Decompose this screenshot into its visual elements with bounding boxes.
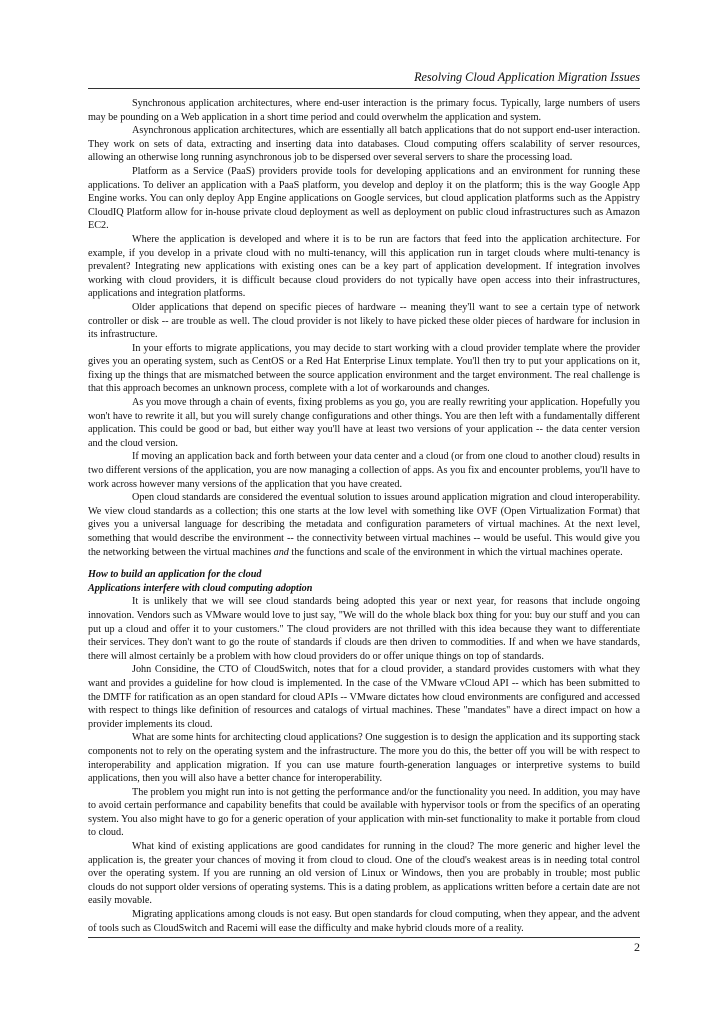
section-subheading: Applications interfere with cloud computing adoption	[88, 582, 313, 594]
paragraph: Migrating applications among clouds is not easy. But open standards for cloud computing, when they appear, and the advent of tools such as CloudSwitch and Racemi will ease the difficulty and make hybrid clouds more of a reality.	[88, 909, 640, 934]
page-number: 2	[634, 940, 640, 954]
running-header	[88, 70, 640, 89]
paragraph-text: Open cloud standards are considered the eventual solution to issues around application migration and cloud interoperability. We view cloud standards as a collection; this one starts at the low level with something like OVF (Open Virtualization Format) that gives you a universal language for describing the metadata and configuration parameters of virtual machines. At the next level, something that would describe the environment -- the connectivity between virtual machines -- would be useful. This would give you the networking between the virtual machines	[88, 492, 640, 558]
emphasized-word: and	[273, 546, 289, 558]
section-gap	[88, 559, 640, 568]
paragraph-open-standards	[88, 491, 640, 559]
paragraph: Where the application is developed and where it is to be run are factors that feed into the application architecture. For example, if you develop in a private cloud with no multi-tenancy, will this application run in target clouds where multi-tenancy is prevalent? Integrating new applications with existing ones can be a key part of application development. If integration involves working with cloud providers, it is difficult because cloud providers do not typically have open access into their infrastructures, applications and integration platforms.	[88, 233, 640, 300]
paragraph: If moving an application back and forth between your data center and a cloud (or from one cloud to another cloud) results in two different versions of the application, you are now managing a collection of apps. As you fix and encounter problems, you'll have to work across however many versions of the application that you have created.	[88, 451, 640, 490]
paragraph-text: the functions and scale of the environment in which the virtual machines operate.	[288, 546, 623, 558]
running-header-title: Resolving Cloud Application Migration Issues	[414, 70, 640, 84]
paragraph: Synchronous application architectures, where end-user interaction is the primary focus. Typically, large numbers of users may be pounding on a Web application in a short time period and could overwhelm the application and system.	[88, 98, 640, 123]
paragraph: As you move through a chain of events, fixing problems as you go, you are really rewriting your application. Hopefully you won't have to rewrite it all, but you will surely change configurations and other things. You are then left with a fundamentally different application. This could be good or bad, but either way you'll have at least two versions of your application -- the data center version and the cloud version.	[88, 397, 640, 449]
paragraph: What kind of existing applications are good candidates for running in the cloud? The more generic and higher level the application is, the greater your chances of moving it from cloud to cloud. One of the cloud's weakest areas is in needing total control over the operating system. If you are running an old version of Linux or Windows, then you are probably in trouble; most public clouds do not support older versions of operating systems. This is a dating problem, as applications written before a certain date are not easily movable.	[88, 841, 640, 907]
section-heading: How to build an application for the cloud	[88, 569, 262, 581]
page-body	[88, 97, 640, 935]
paragraph: John Considine, the CTO of CloudSwitch, notes that for a cloud provider, a standard provides customers with what they want and provides a guideline for how cloud is implemented. In the case of the VMware vCloud API -- which has been submitted to the DMTF for ratification as an open standard for cloud APIs -- VMware dictates how cloud environments are configured and accessed with respect to things like definition of resources and catalogs of virtual machines. These "mandates" have a direct impact on how a provider implements its cloud.	[88, 664, 640, 730]
paragraph: Older applications that depend on specific pieces of hardware -- meaning they'll want to see a certain type of network controller or disk -- are trouble as well. The cloud provider is not likely to have picked these older pieces of hardware for inclusion in its infrastructure.	[88, 301, 640, 341]
paragraph: Asynchronous application architectures, which are essentially all batch applications that do not support end-user interaction. They work on sets of data, extracting and inserting data into databases. Cloud computing offers scalability of server resources, allowing an otherwise long running asynchronous job to be dispersed over several servers to share the processing load.	[88, 125, 640, 164]
paragraph: It is unlikely that we will see cloud standards being adopted this year or next year, for reasons that include ongoing innovation. Vendors such as VMware would love to just say, "We will do the whole black box thing for you: buy our stuff and you can put up a cloud and offer it to your customers." The cloud providers are not thrilled with this idea because they want to differentiate their services. They don't want to go the route of standards if clouds are then driven to commodities. If and when we have standards, there will almost certainly be a problem with how cloud providers do or offer unique things on top of standards.	[88, 596, 640, 662]
paragraph: The problem you might run into is not getting the performance and/or the functionality you need. In addition, you may have to avoid certain performance and capability benefits that could be available with hypervisor tools or from the specifics of an operating system. You also might have to go for a generic operation of your application with min-set functionality to make it portable from cloud to cloud.	[88, 786, 640, 839]
paragraph: In your efforts to migrate applications, you may decide to start working with a cloud provider template where the provider gives you an operating system, such as CentOS or a Red Hat Enterprise Linux template. You'll then try to put your applications on it, fixing up the things that are mismatched between the source application environment and the target environment. The real challenge is that this approach becomes an unknown process, complete with a lot of workarounds and changes.	[88, 342, 640, 395]
footer-divider	[88, 937, 640, 938]
paragraph: Platform as a Service (PaaS) providers provide tools for developing applications and an environment for running these applications. To deliver an application with a PaaS platform, you develop and deploy it on the platform; this is the way Google App Engine works. You can only deploy App Engine applications on Google services, but cloud application platforms such as the Appistry CloudIQ Platform allow for in-house private cloud deployment as well as deployment on public cloud infrastructures such as Amazon EC2.	[88, 165, 640, 232]
paragraph: What are some hints for architecting cloud applications? One suggestion is to design the application and its supporting stack components not to rely on the operating system and the infrastructure. The more you do this, the better off you will be with respect to interoperability and application migration. If you can use mature fourth-generation languages or interpretive systems to build applications, then you will also have a better chance for interoperability.	[88, 732, 640, 785]
